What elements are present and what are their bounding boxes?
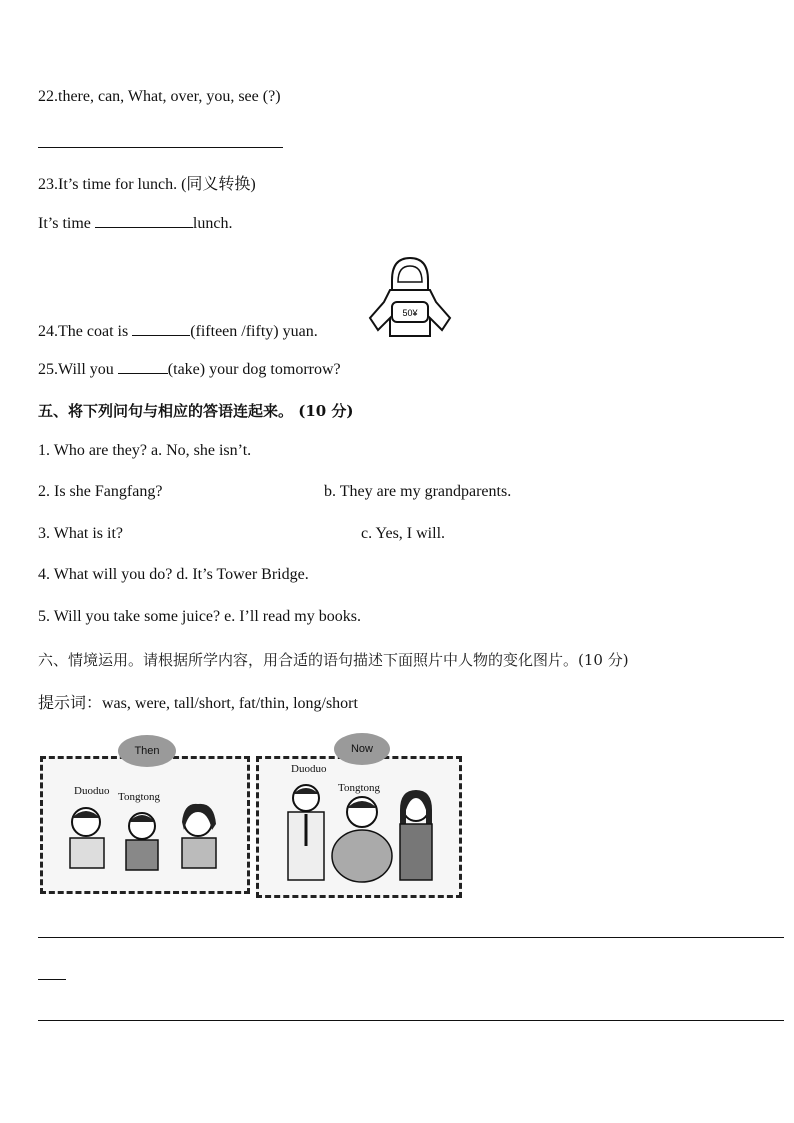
answer-blank-24[interactable] <box>132 321 190 336</box>
match-answer-b: b. They are my grandparents. <box>324 483 512 500</box>
price-tag-text: 50¥ <box>402 308 418 318</box>
question-23: 23.It’s time for lunch. (同义转换) <box>38 176 256 193</box>
now-name-tongtong: Tongtong <box>338 782 381 794</box>
match-row-5: 5. Will you take some juice? e. I’ll read my books. <box>38 608 361 625</box>
answer-line-22[interactable] <box>38 147 283 148</box>
now-name-duoduo: Duoduo <box>291 763 327 775</box>
q24-suffix: (fifteen /fifty) yuan. <box>190 323 318 340</box>
answer-line-1[interactable] <box>38 937 784 938</box>
match-row-1: 1. Who are they? a. No, she isn’t. <box>38 442 252 459</box>
answer-blank-25[interactable] <box>118 359 168 374</box>
question-24 <box>38 321 318 341</box>
answer-line-2[interactable] <box>38 1020 784 1021</box>
q23-suffix: lunch. <box>192 215 233 232</box>
match-row-2: 2. Is she Fangfang? <box>38 483 163 500</box>
q25-suffix: (take) your dog tomorrow? <box>167 361 341 378</box>
match-row-4: 4. What will you do? d. It’s Tower Bridge. <box>38 566 309 583</box>
match-row-3: 3. What is it? <box>38 525 124 542</box>
then-bubble: Then <box>118 735 176 767</box>
now-adults-drawing <box>272 776 448 886</box>
question-25 <box>38 359 341 379</box>
now-bubble: Now <box>334 733 390 765</box>
then-name-tongtong: Tongtong <box>118 791 161 803</box>
section-6-title: 六、情境运用。请根据所学内容，用合适的语句描述下面照片中人物的变化图片。(10 分) <box>38 651 629 669</box>
answer-blank-23[interactable] <box>95 213 193 228</box>
q25-prefix: 25.Will you <box>38 361 118 378</box>
question-23-rewrite <box>38 213 232 233</box>
q23-prefix: It’s time <box>38 215 95 232</box>
q24-prefix: 24.The coat is <box>38 323 133 340</box>
then-children-drawing <box>58 800 230 882</box>
section-6-hint: 提示词：was, were, tall/short, fat/thin, long/short <box>38 695 358 712</box>
question-22: 22.there, can, What, over, you, see (?) <box>38 88 281 105</box>
section-5-title: 五、将下列问句与相应的答语连起来。 (10 分) <box>38 402 354 420</box>
then-name-duoduo: Duoduo <box>74 785 110 797</box>
coat-picture <box>364 254 456 340</box>
answer-line-1-continued[interactable] <box>38 979 66 980</box>
match-answer-c: c. Yes, I will. <box>361 525 446 542</box>
